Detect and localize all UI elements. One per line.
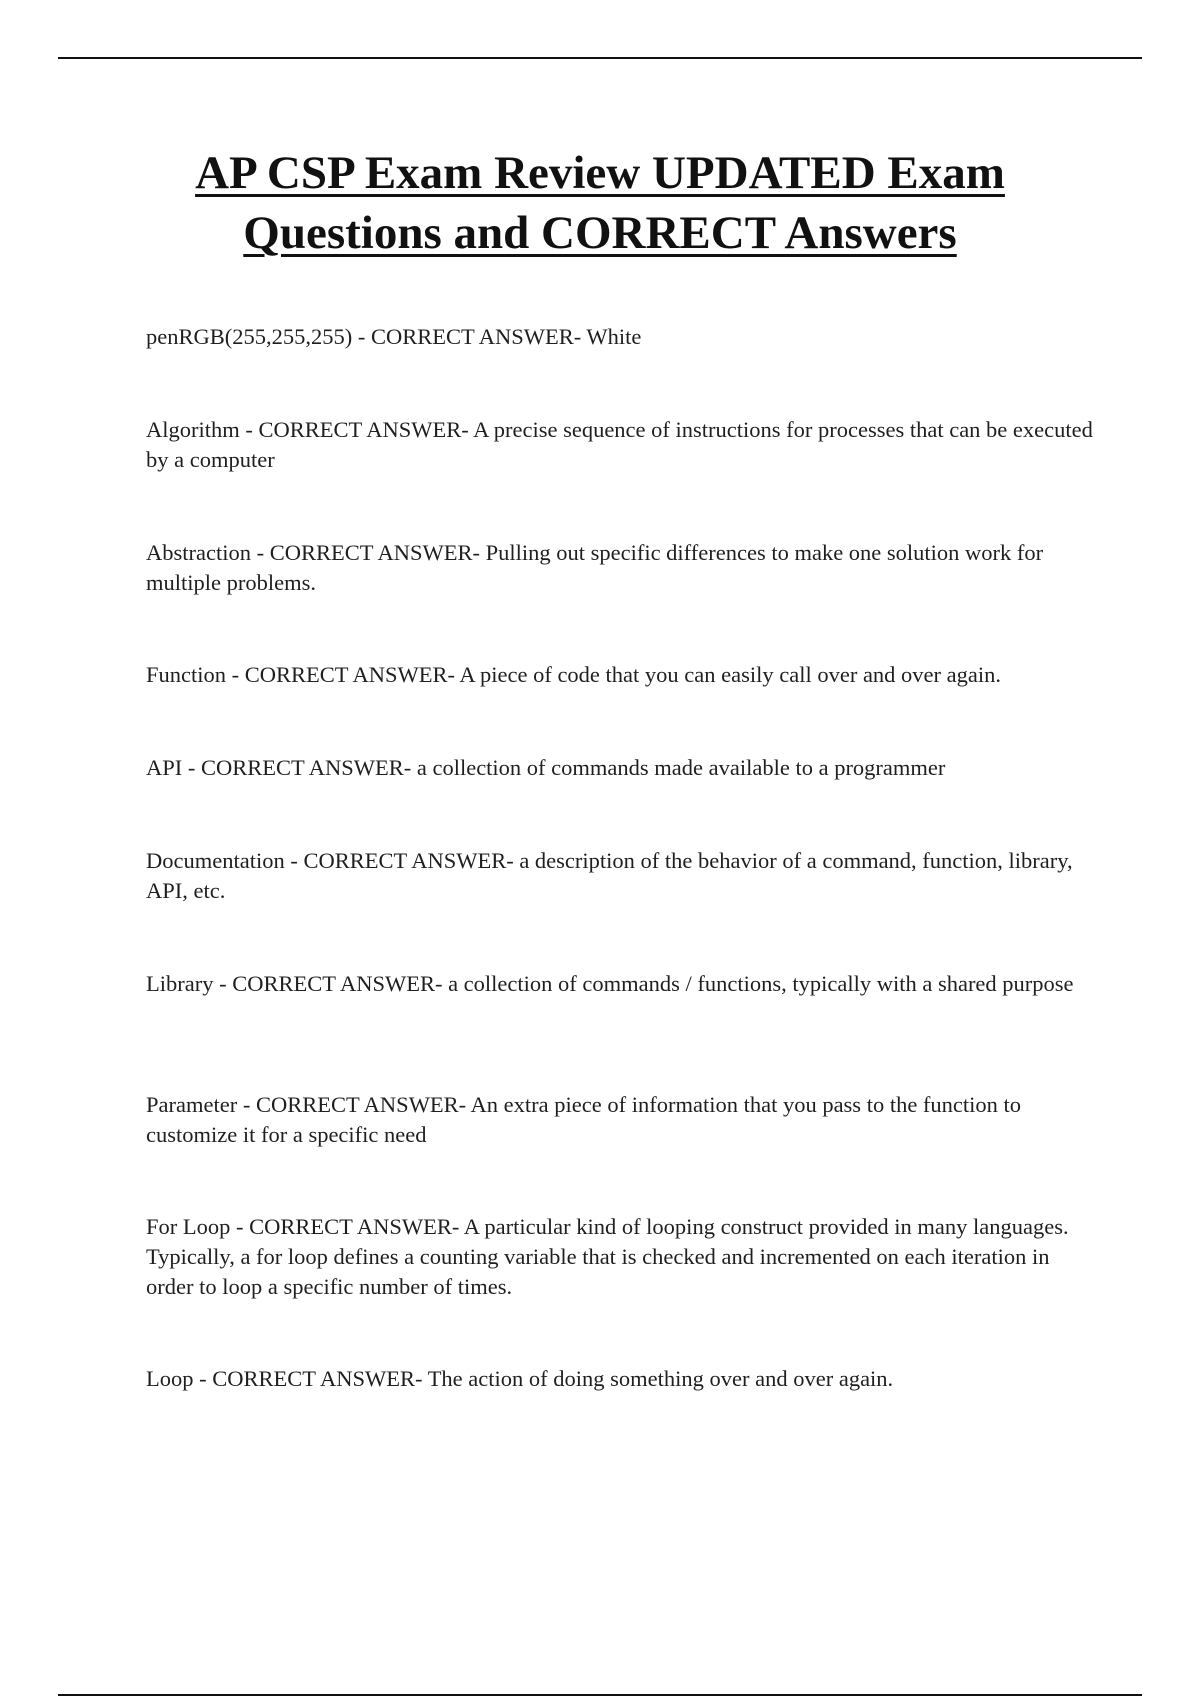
title-line-1: AP CSP Exam Review UPDATED Exam xyxy=(195,147,1005,199)
qa-entry-abstraction: Abstraction - CORRECT ANSWER- Pulling out specific differences to make one solution work for multiple problems. xyxy=(146,540,1044,595)
title-line-2: Questions and CORRECT Answers xyxy=(243,207,957,259)
qa-entry-algorithm: Algorithm - CORRECT ANSWER- A precise sequence of instructions for processes that can be executed by a computer xyxy=(146,417,1093,472)
qa-entry-api: API - CORRECT ANSWER- a collection of commands made available to a programmer xyxy=(146,755,946,780)
qa-entry-library: Library - CORRECT ANSWER- a collection of commands / functions, typically with a shared purpose xyxy=(146,971,1074,996)
qa-entry-loop: Loop - CORRECT ANSWER- The action of doing something over and over again. xyxy=(146,1366,894,1391)
qa-entry-parameter: Parameter - CORRECT ANSWER- An extra piece of information that you pass to the function to customize it for a specific need xyxy=(146,1092,1022,1147)
page-title xyxy=(100,143,1100,263)
qa-entry-documentation: Documentation - CORRECT ANSWER- a description of the behavior of a command, function, library, API, etc. xyxy=(146,848,1073,903)
qa-entry-penrgb: penRGB(255,255,255) - CORRECT ANSWER- White xyxy=(146,324,642,349)
bottom-divider xyxy=(58,1694,1142,1696)
top-divider xyxy=(58,57,1142,59)
qa-entry-function: Function - CORRECT ANSWER- A piece of code that you can easily call over and over again. xyxy=(146,662,1002,687)
qa-entry-for-loop: For Loop - CORRECT ANSWER- A particular kind of looping construct provided in many languages. Typically, a for loop defines a counting variable that is checked and incremented on each iteration in order to loop a specific number of times. xyxy=(146,1214,1069,1299)
